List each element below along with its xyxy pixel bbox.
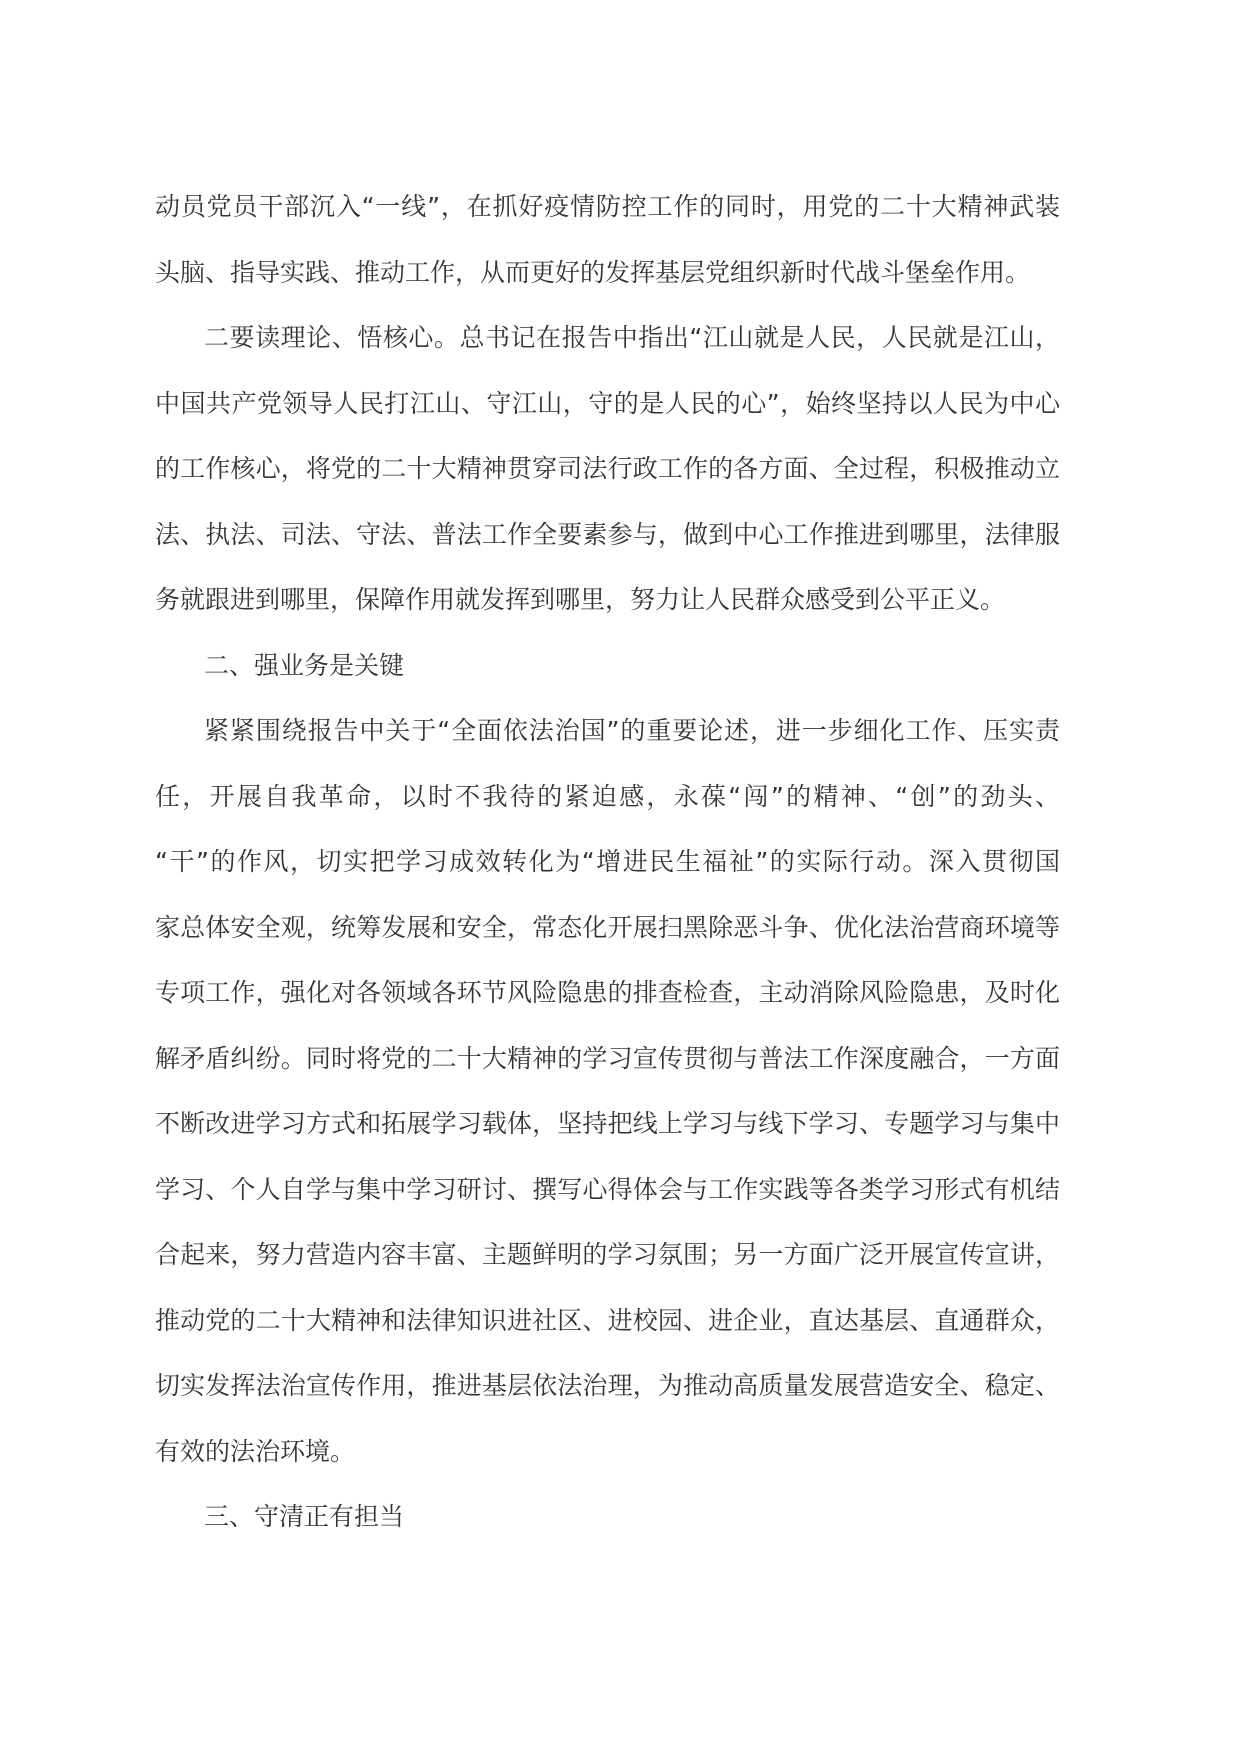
body-text-line: “干”的作风，切实把学习成效转化为“增进民生福祉”的实际行动。深入贯彻国 (155, 847, 1060, 876)
body-text-line: 切实发挥法治宣传作用，推进基层依法治理，为推动高质量发展营造安全、稳定、 (155, 1371, 1060, 1400)
body-text-line: 解矛盾纠纷。同时将党的二十大精神的学习宣传贯彻与普法工作深度融合，一方面 (155, 1043, 1060, 1073)
section-heading: 三、守清正有担当 (204, 1502, 405, 1531)
body-text-line: 不断改进学习方式和拓展学习载体，坚持把线上学习与线下学习、专题学习与集中 (155, 1109, 1060, 1138)
body-text-line: 推动党的二十大精神和法律知识进社区、进校园、进企业，直达基层、直通群众， (155, 1305, 1060, 1335)
body-text-line: 家总体安全观，统筹发展和安全，常态化开展扫黑除恶斗争、优化法治营商环境等 (155, 912, 1060, 942)
body-text-line: 中国共产党领导人民打江山、守江山，守的是人民的心”，始终坚持以人民为中心 (155, 388, 1060, 418)
body-text-line: 任，开展自我革命，以时不我待的紧迫感，永葆“闯”的精神、“创”的劲头、 (155, 781, 1060, 811)
body-text-line: 法、执法、司法、守法、普法工作全要素参与，做到中心工作推进到哪里，法律服 (155, 519, 1060, 549)
body-text-line: 的工作核心，将党的二十大精神贯穿司法行政工作的各方面、全过程，积极推动立 (155, 454, 1060, 483)
document-body (155, 192, 1060, 1568)
body-text-line: 学习、个人自学与集中学习研讨、撰写心得体会与工作实践等各类学习形式有机结 (155, 1174, 1060, 1204)
body-text-line: 务就跟进到哪里，保障作用就发挥到哪里，努力让人民群众感受到公平正义。 (155, 585, 1006, 614)
body-text-line: 专项工作，强化对各领域各环节风险隐患的排查检查，主动消除风险隐患，及时化 (155, 978, 1060, 1007)
body-text-line: 合起来，努力营造内容丰富、主题鲜明的学习氛围；另一方面广泛开展宣传宣讲， (155, 1240, 1060, 1269)
body-text-line: 动员党员干部沉入“一线”，在抓好疫情防控工作的同时，用党的二十大精神武装 (155, 192, 1060, 221)
body-text-line: 有效的法治环境。 (155, 1436, 356, 1466)
body-text-line: 头脑、指导实践、推动工作，从而更好的发挥基层党组织新时代战斗堡垒作用。 (155, 257, 1031, 287)
section-heading: 二、强业务是关键 (204, 650, 405, 680)
paragraph-first-line: 紧紧围绕报告中关于“全面依法治国”的重要论述，进一步细化工作、压实责 (204, 716, 1060, 745)
paragraph-first-line: 二要读理论、悟核心。总书记在报告中指出“江山就是人民，人民就是江山， (204, 323, 1060, 352)
